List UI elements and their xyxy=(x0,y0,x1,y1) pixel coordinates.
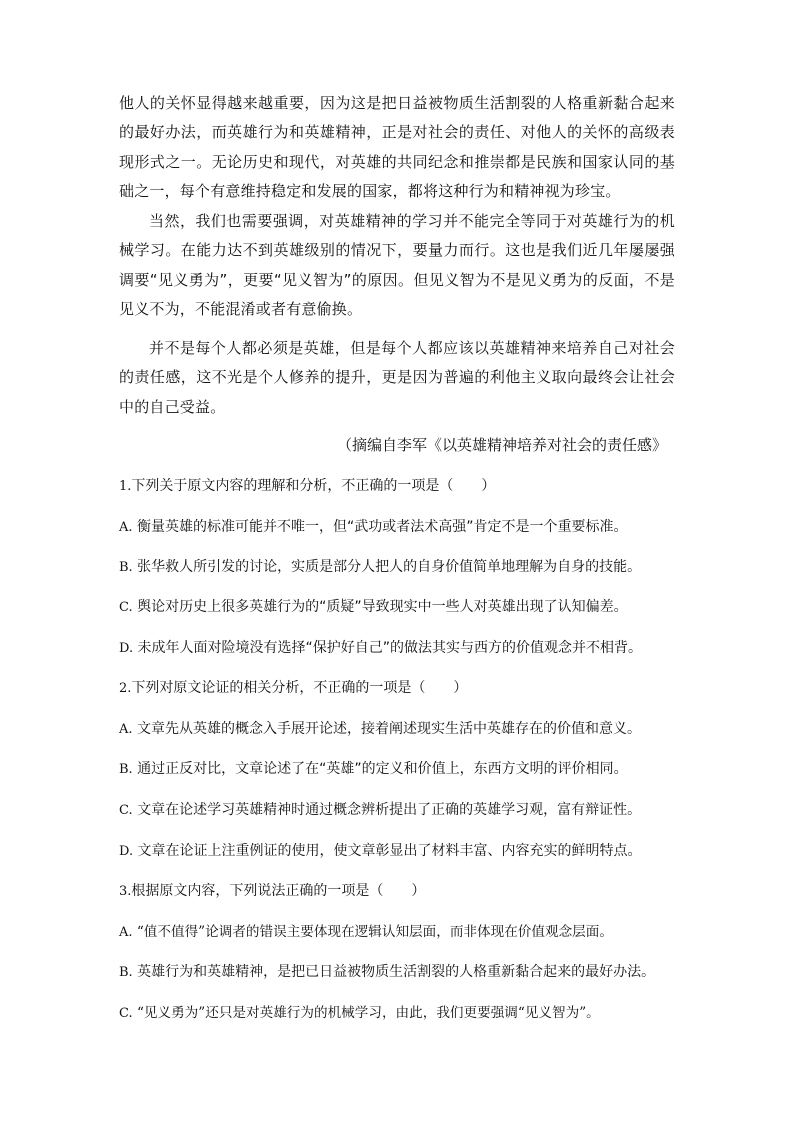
option-text: 未成年人面对险境没有选择“保护好自己”的做法其实与西方的价值观念并不相背。 xyxy=(137,640,643,656)
question-stem-text: 下列关于原文内容的理解和分析，不正确的一项是（ ） xyxy=(131,478,496,494)
option-text: 张华救人所引发的讨论，实质是部分人把人的自身价值简单地理解为自身的技能。 xyxy=(137,559,642,575)
option-text: 英雄行为和英雄精神，是把已日益被物质生活割裂的人格重新黏合起来的最好办法。 xyxy=(137,964,656,980)
question-number: 1. xyxy=(119,479,132,494)
option-text: 衡量英雄的标准可能并不唯一，但“武功或者法术高强”肯定不是一个重要标准。 xyxy=(136,519,628,535)
article-paragraph-1: 他人的关怀显得越来越重要，因为这是把日益被物质生活割裂的人格重新黏合起来的最好办法，而英雄行为和英雄精神，正是对社会的责任、对他人的关怀的高级表现形式之一。无论历史和现代，对英雄的共同纪念和推崇都是民族和国家认同的基础之一，每个有意维持稳定和发展的国家，都将这种行为和精神视为珍宝。 xyxy=(119,94,675,200)
question-1-stem xyxy=(119,476,679,497)
question-number: 2. xyxy=(119,681,132,696)
option-text: “值不值得”论调者的错误主要体现在逻辑认知层面，而非体现在价值观念层面。 xyxy=(136,924,613,940)
option-label: A. xyxy=(119,520,133,535)
question-1-option-a xyxy=(119,517,679,538)
option-label: A. xyxy=(119,925,133,940)
option-label: C. xyxy=(119,803,133,818)
option-text: 通过正反对比，文章论述了在“英雄”的定义和价值上，东西方文明的评价相同。 xyxy=(137,761,628,777)
option-text: 文章在论证上注重例证的使用，使文章彰显出了材料丰富、内容充实的鲜明特点。 xyxy=(137,843,642,859)
option-text: 文章在论述学习英雄精神时通过概念辨析提出了正确的英雄学习观，富有辩证性。 xyxy=(137,802,642,818)
question-1-option-b xyxy=(119,557,679,578)
question-2-option-a xyxy=(119,719,679,740)
question-3-option-b xyxy=(119,962,679,983)
option-label: B. xyxy=(119,560,133,575)
question-1-option-c xyxy=(119,597,679,618)
question-2-option-c xyxy=(119,800,679,821)
option-label: B. xyxy=(119,965,133,980)
option-label: B. xyxy=(119,762,133,777)
option-label: D. xyxy=(119,844,134,859)
option-text: 舆论对历史上很多英雄行为的“质疑”导致现实中一些人对英雄出现了认知偏差。 xyxy=(137,599,628,615)
article-paragraph-3: 并不是每个人都必须是英雄，但是每个人都应该以英雄精神来培养自己对社会的责任感，这不光是个人修养的提升，更是因为普遍的利他主义取向最终会让社会中的自己受益。 xyxy=(119,339,675,416)
option-text: 文章先从英雄的概念入手展开论述，接着阐述现实生活中英雄存在的价值和意义。 xyxy=(136,721,641,737)
question-number: 3. xyxy=(119,884,132,899)
option-label: A. xyxy=(119,722,133,737)
question-stem-text: 下列对原文论证的相关分析，不正确的一项是（ ） xyxy=(131,680,468,696)
option-label: C. xyxy=(119,600,133,615)
option-label: C. xyxy=(119,1006,133,1021)
question-3-stem xyxy=(119,881,679,902)
article-paragraph-2: 当然，我们也需要强调，对英雄精神的学习并不能完全等同于对英雄行为的机械学习。在能力达不到英雄级别的情况下，要量力而行。这也是我们近几年屡屡强调要“见义勇为”，更要“见义智为”的原因。但见义智为不是见义勇为的反面，不是见义不为，不能混淆或者有意偷换。 xyxy=(119,212,675,318)
question-2-option-d xyxy=(119,841,679,862)
article-source-citation: （摘编自李军《以英雄精神培养对社会的责任感》 xyxy=(336,436,667,454)
option-text: “见义勇为”还只是对英雄行为的机械学习，由此，我们更要强调“见义智为”。 xyxy=(136,1005,600,1021)
question-3-option-c xyxy=(119,1003,679,1024)
option-label: D. xyxy=(119,641,134,656)
question-2-stem xyxy=(119,678,679,699)
question-stem-text: 根据原文内容，下列说法正确的一项是（ ） xyxy=(131,883,426,899)
question-2-option-b xyxy=(119,759,679,780)
question-1-option-d xyxy=(119,638,679,659)
question-3-option-a xyxy=(119,922,679,943)
